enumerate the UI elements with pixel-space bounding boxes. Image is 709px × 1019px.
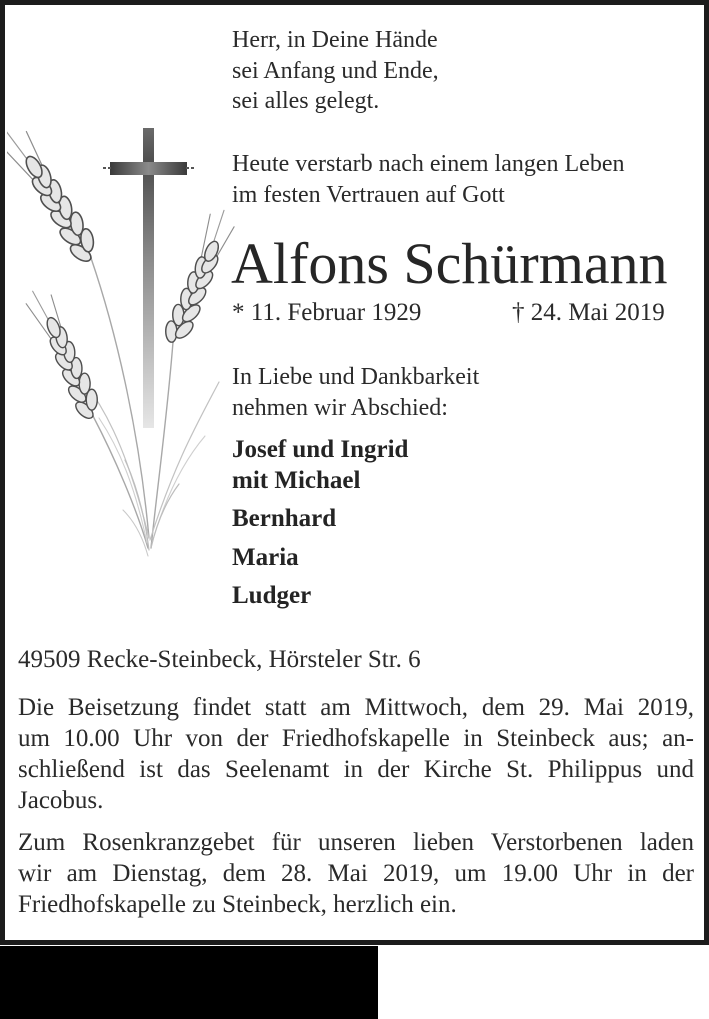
epigraph: Herr, in Deine Hände sei Anfang und Ende, sei alles gelegt. xyxy=(232,27,439,114)
mourner-entry: Maria xyxy=(232,544,299,571)
mourner-entry: Ludger xyxy=(232,582,312,609)
rosary-paragraph: Zum Rosenkranzgebet für unseren lieben Verstorbenen laden wir am Dienstag, dem 28. Mai 2019, um 19.00 Uhr in der Friedhofskapelle zu Steinbeck, herzlich ein. xyxy=(18,829,694,918)
deceased-name: Alfons Schürmann xyxy=(231,231,668,296)
mourner-entry: Josef und Ingrid mit Michael xyxy=(232,436,409,494)
birth-date: * 11. Februar 1929 xyxy=(232,299,422,326)
cross-wheat-illustration xyxy=(7,118,235,558)
wheat-ear-icon xyxy=(7,119,107,270)
redaction-bar xyxy=(0,946,378,1019)
farewell-text: In Liebe und Dankbarkeit nehmen wir Abschied: xyxy=(232,364,480,421)
death-date: † 24. Mai 2019 xyxy=(512,299,665,326)
address-line: 49509 Recke-Steinbeck, Hörsteler Str. 6 xyxy=(18,646,421,673)
mourner-entry: Bernhard xyxy=(232,505,337,532)
intro-text: Heute verstarb nach einem langen Leben im festen Vertrauen auf Gott xyxy=(232,151,625,208)
wheat-ear-icon xyxy=(23,283,108,425)
funeral-paragraph: Die Beisetzung findet statt am Mittwoch, dem 29. Mai 2019, um 10.00 Uhr von der Friedhofskapelle in Steinbeck aus; an- schließend ist das Seelenamt in der Kirche St. Philippus und Jacobus. xyxy=(18,694,694,814)
life-dates xyxy=(232,297,665,328)
wheat-ear-icon xyxy=(157,206,235,351)
